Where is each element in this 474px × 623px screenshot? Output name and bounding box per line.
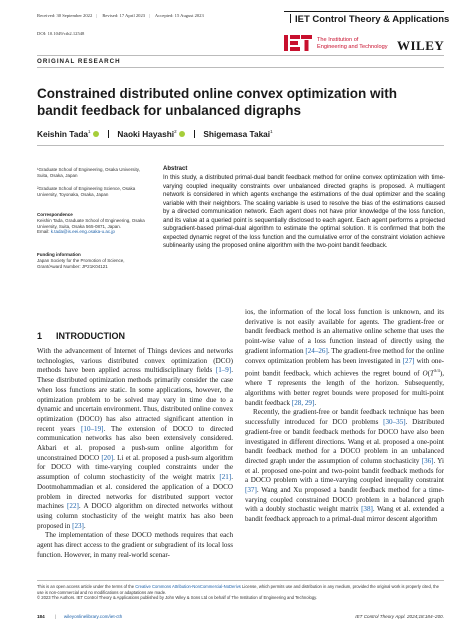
- section-heading: [37, 331, 125, 341]
- text: . Distributed gradient-free or bandit feedback methods for DOCO have also been investigated in different directions. Wang et al. proposed a one-point bandit feedback method for a DOCO problem in an unbalanced directed graph under the assumption of column stochasticity: [245, 418, 444, 465]
- email-label: Email:: [37, 229, 50, 235]
- iet-logo-icon: [284, 35, 312, 51]
- divider: [37, 145, 444, 146]
- divider: [37, 580, 444, 581]
- left-column: [37, 347, 233, 560]
- citation-link[interactable]: [36]: [421, 456, 434, 465]
- right-column: [245, 308, 444, 525]
- journal-citation: IET Control Theory Appl. 2024;18:184–200.: [355, 614, 444, 619]
- text: . A DOCO algorithm on directed networks without using column stochasticity of the weight matrix has also been proposed in: [37, 502, 234, 530]
- correspondence-body: Keishin Tada, Graduate School of Engineering, Osaka University, Suita, Osaka 565-0871, Japan.: [37, 217, 145, 229]
- author-affil-sup: 2: [174, 129, 177, 134]
- email-link[interactable]: k.tada@is.eei.eng.osaka-u.ac.jp: [50, 229, 115, 235]
- author-divider: [108, 130, 109, 138]
- received-date: Received: 30 September 2022: [37, 13, 93, 18]
- citation-link[interactable]: [30–35]: [383, 418, 406, 427]
- iet-line1: The Institution of: [317, 37, 359, 43]
- affiliation-1: ¹Graduate School of Engineering, Osaka University, Suita, Osaka, Japan: [37, 167, 140, 178]
- citation-link[interactable]: [27]: [402, 356, 415, 365]
- text: .: [83, 521, 86, 530]
- correspondence-block: [37, 212, 147, 235]
- paper-title: Constrained distributed online convex optimization with bandit feedback for unbalanced digraphs: [37, 86, 398, 118]
- citation-link[interactable]: [20]: [101, 453, 114, 462]
- text: . These distributed optimization methods primarily consider the case when loss functions are static. In some applications, however, the optimization problem to be solved may vary in time due to a dynamic and uncertain environment. Thus, distributed online convex optimization (DOCO) has also attracted significant attention in recent years: [37, 366, 233, 433]
- author-affil-sup: 1: [88, 129, 91, 134]
- doi[interactable]: DOI: 10.1049/cth2.12548: [37, 31, 85, 36]
- orcid-icon[interactable]: [93, 131, 99, 137]
- text: with one-point bandit feedback, which achieves the regret bound of: [245, 356, 444, 378]
- citation-link[interactable]: [10–19]: [81, 424, 104, 433]
- citation-link[interactable]: [22]: [67, 502, 79, 511]
- license-link[interactable]: Creative Commons Attribution-NonCommercial-NoDerivs: [135, 584, 241, 589]
- article-dates: Received: 30 September 2022 | Revised: 17 April 2023 | Accepted: 15 August 2023: [37, 13, 204, 18]
- author-name[interactable]: Naoki Hayashi: [117, 129, 175, 139]
- citation-link[interactable]: [1–9]: [215, 366, 232, 375]
- author-list: [37, 129, 273, 139]
- iet-name: [317, 37, 388, 50]
- citation-link[interactable]: [37]: [245, 486, 257, 495]
- divider: [37, 55, 444, 56]
- funding-body: Japan Society for the Promotion of Science, Grant/Award Number: JP21K04121: [37, 257, 125, 269]
- author-affil-sup: 1: [270, 129, 273, 134]
- text: Recently, the gradient-free or bandit feedback technique has been successfully introduced for DCO problems: [245, 408, 444, 427]
- journal-title: IET Control Theory & Applications: [295, 14, 450, 25]
- text: , where T represents the length of the horizon. Subsequently, algorithms with better regret bounds were proposed for multi-point bandit feedback: [245, 369, 444, 407]
- revised-date: Revised: 17 April 2023: [102, 13, 146, 18]
- paragraph: The implementation of these DOCO methods requires that each agent has direct access to the gradient or subgradient of its local loss function. However, in many real-world scenar-: [37, 531, 233, 559]
- accepted-date: Accepted: 15 August 2023: [154, 13, 204, 18]
- paragraph: [37, 347, 233, 531]
- section-number: 1: [37, 331, 43, 341]
- text: ios, the information of the local loss function is unknown, and its derivative is not easily available for agents. The gradient-free or bandit feedback method is an alternative online scheme that uses the point-wise value of a loss function instead of directly using the gradient information: [245, 308, 444, 355]
- publisher-logo: WILEY: [397, 38, 445, 53]
- citation-link[interactable]: [38]: [361, 505, 373, 514]
- text: . Wang et al. extended a bandit feedback approach to a primal-dual mirror descent algorithm: [245, 505, 444, 524]
- text: . Dootmohammadian et al. considered the application of a DOCO problem in directed networks for distributed support vector machines: [37, 473, 233, 511]
- author-name[interactable]: Shigemasa Takai: [203, 129, 271, 139]
- journal-rule: [284, 11, 444, 12]
- paragraph: [245, 408, 444, 524]
- citation-link[interactable]: [23]: [72, 521, 84, 530]
- page-footer: 184 | wileyonlinelibrary.com/iet-cth IET Control Theory Appl. 2024;18:184–200.: [37, 614, 444, 619]
- text: .: [314, 398, 317, 407]
- citation-link[interactable]: [28, 29]: [291, 398, 315, 407]
- section-label: ORIGINAL RESEARCH: [37, 58, 121, 65]
- text: . Li et al. proposed a push-sum algorithm for DOCO with time-varying coupled constraints under the assumption of column stochasticity of the weight matrix: [37, 453, 233, 482]
- orcid-icon[interactable]: [179, 131, 185, 137]
- journal-name: [290, 14, 449, 25]
- funding-block: [37, 252, 147, 269]
- text: . Wang and Xu proposed a bandit feedback method for a time-varying coupled constrained DOCO problem in a balanced graph with a doubly stochastic weight matrix: [245, 486, 444, 514]
- correspondence-heading: Correspondence: [37, 212, 73, 217]
- paragraph: ios, the information of the local loss function is unknown, and its derivative is not easily available for agents. The gradient-free or bandit feedback method is an alternative online scheme that uses the point-wise value of a loss function instead of directly using the gradient information [24–26]. The gradient-free method for the online convex optimization problem has been investigated in [27] with one-point bandit feedback, which achieves the regret bound of $O(T^{3/4})$, where T represents the length of the horizon. Subsequently, algorithms with better regret bounds were proposed for multi-point bandit feedback [28, 29].: [245, 308, 444, 407]
- text: With the advancement of Internet of Things devices and networks technologies, various distributed convex optimization (DCO) methods have been applied across multidisciplinary fields: [37, 347, 233, 375]
- text: . The gradient-free method for the online convex optimization problem has been investigated in: [245, 346, 444, 365]
- affiliation-2: ²Graduate School of Engineering Science, Osaka University, Toyonaka, Osaka, Japan: [37, 186, 136, 197]
- copyright: © 2023 The Authors. IET Control Theory & Applications published by John Wiley & Sons Ltd on behalf of The Institution of Engineering and Technology.: [37, 595, 318, 600]
- abstract-heading: Abstract: [163, 166, 188, 172]
- author-name[interactable]: Keishin Tada: [37, 129, 89, 139]
- text: This is an open access article under the terms of the: [37, 584, 136, 589]
- text: . The extension of DOCO to directed communication networks has also been extensively considered. Akbari et al. proposed a push-sum online algorithm for unconstrained DOCO: [37, 424, 233, 462]
- section-title: INTRODUCTION: [56, 331, 126, 341]
- page-number: 184: [37, 614, 45, 619]
- journal-bar: [290, 14, 291, 23]
- citation-link[interactable]: [24–26]: [305, 346, 328, 355]
- text: License, which permits use and distribution in any medium, provided the original work is properly cited, the use is non-commercial and no modifications or adaptations are made.: [37, 584, 439, 595]
- citation-link[interactable]: [21]: [219, 473, 232, 482]
- iet-line2: Engineering and Technology: [317, 43, 388, 50]
- funding-heading: Funding information: [37, 252, 81, 257]
- license-note: [37, 584, 444, 601]
- abstract-body: In this study, a distributed primal-dual bandit feedback method for online convex optimization with time-varying coupled inequality constraints over unbalanced directed graphs is proposed. A multiagent network is considered in which agents exchange the estimations of the dual optimizer and the scaling variable with their neighbors. The scaling variable is used to resolve the bias of the estimations caused by a directed communication network. Each agent does not have prior knowledge of the loss function, and its value at a queried point is sequentially disclosed to each agent. Each agent performs a projected subgradient-based primal-dual algorithm to estimate the optimal solution. It is confirmed that both the expected dynamic regret of the loss function and the cumulative error of the constraint violation achieve sublinearity using the proposed online algorithm with the two-point bandit feedback.: [163, 174, 445, 250]
- text: . Yi et al. proposed one-point and two-point bandit feedback methods for a DOCO problem with a time-varying coupled inequality constraint: [245, 456, 444, 485]
- author-divider: [194, 130, 195, 138]
- divider: [37, 67, 444, 68]
- journal-url[interactable]: wileyonlinelibrary.com/iet-cth: [63, 614, 123, 619]
